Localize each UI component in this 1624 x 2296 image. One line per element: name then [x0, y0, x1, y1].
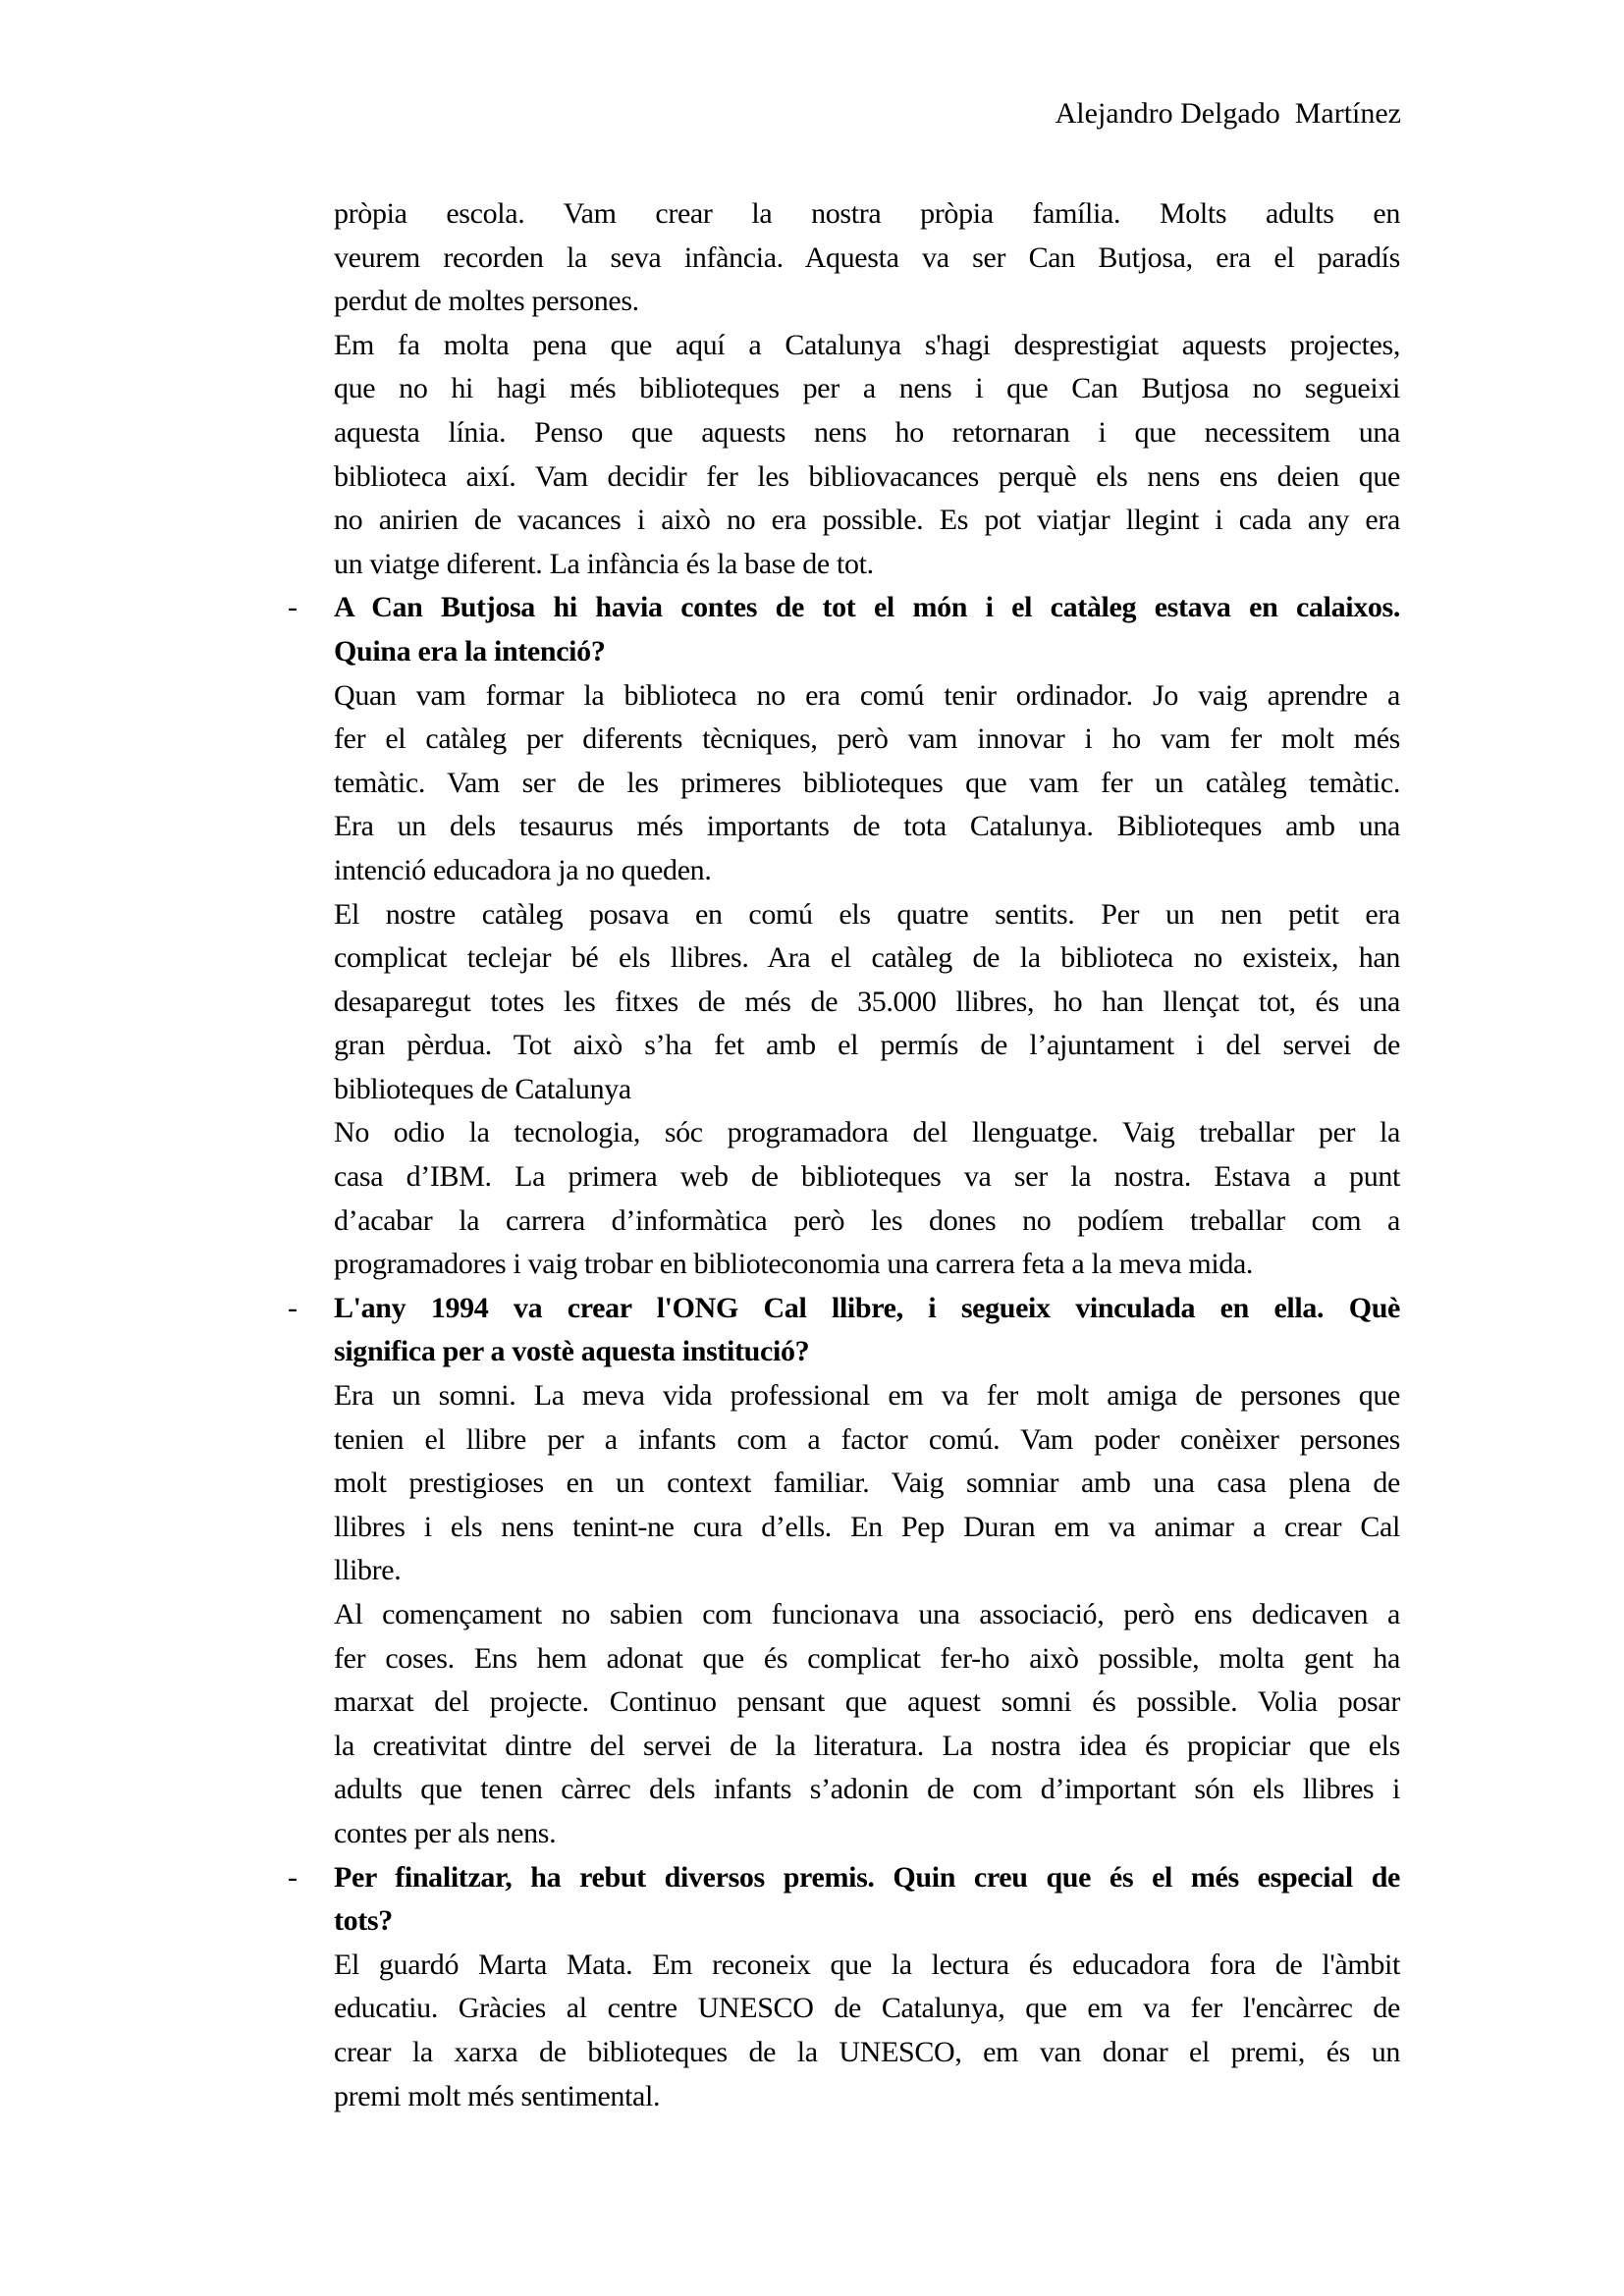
paragraph-line: aquesta línia. Penso que aquests nens ho retornaran i que necessitem una [334, 415, 1400, 449]
paragraph-line: desaparegut totes les fitxes de més de 35.000 llibres, ho han llençat tot, és una [334, 985, 1400, 1018]
paragraph-line: d’acabar la carrera d’informàtica però les dones no podíem treballar com a [334, 1203, 1400, 1237]
paragraph-line: educatiu. Gràcies al centre UNESCO de Catalunya, que em va fer l'encàrrec de [334, 1992, 1400, 2025]
paragraph-line: contes per als nens. [334, 1816, 557, 1849]
paragraph-line: fer coses. Ens hem adonat que és complicat fer-ho això possible, molta gent ha [334, 1641, 1400, 1675]
answer-paragraph [334, 1111, 1400, 1286]
paragraph-line: molt prestigioses en un context familiar. Vaig somniar amb una casa plena de [334, 1467, 1400, 1500]
document-body [288, 192, 1400, 2118]
answer-paragraph [334, 1374, 1400, 1593]
paragraph-line: tenien el llibre per a infants com a factor comú. Vam poder conèixer persones [334, 1422, 1400, 1456]
question-line: significa per a vostè aquesta institució? [334, 1335, 810, 1368]
paragraph-line: fer el catàleg per diferents tècniques, però vam innovar i ho vam fer molt més [334, 722, 1400, 756]
answer-paragraph [334, 192, 1400, 324]
paragraph-line: El nostre catàleg posava en comú els quatre sentits. Per un nen petit era [334, 897, 1400, 931]
paragraph-line: Era un dels tesaurus més importants de tota Catalunya. Biblioteques amb una [334, 810, 1400, 843]
paragraph-line: No odio la tecnologia, sóc programadora del llenguatge. Vaig treballar per la [334, 1116, 1400, 1149]
paragraph-line: marxat del projecte. Continuo pensant que aquest somni és possible. Volia posar [334, 1685, 1400, 1719]
paragraph-line: un viatge diferent. La infància és la base de tot. [334, 547, 874, 580]
paragraph-line: llibres i els nens tenint-ne cura d’ells. En Pep Duran em va animar a crear Cal [334, 1510, 1400, 1543]
list-dash-marker: - [288, 1291, 298, 1324]
paragraph-line: temàtic. Vam ser de les primeres biblioteques que vam fer un catàleg temàtic. [334, 766, 1400, 799]
list-dash-marker: - [288, 591, 298, 624]
question-line: A Can Butjosa hi havia contes de tot el món i el catàleg estava en calaixos. [334, 591, 1400, 624]
page-header-author: Alejandro Delgado Martínez [1055, 97, 1401, 130]
paragraph-line: complicat teclejar bé els llibres. Ara el catàleg de la biblioteca no existeix, han [334, 941, 1400, 975]
interview-question [288, 1287, 1400, 1374]
paragraph-line: biblioteca així. Vam decidir fer les bibliovacances perquè els nens ens deien que [334, 459, 1400, 493]
paragraph-line: crear la xarxa de biblioteques de la UNESCO, em van donar el premi, és un [334, 2035, 1400, 2068]
paragraph-line: programadores i vaig trobar en biblioteconomia una carrera feta a la meva mida. [334, 1248, 1254, 1281]
question-line: Per finalitzar, ha rebut diversos premis. Quin creu que és el més especial de [334, 1860, 1400, 1894]
paragraph-line: perdut de moltes persones. [334, 285, 639, 318]
paragraph-line: pròpia escola. Vam crear la nostra pròpia família. Molts adults en [334, 197, 1400, 230]
paragraph-line: Era un somni. La meva vida professional em va fer molt amiga de persones que [334, 1379, 1400, 1413]
answer-paragraph [334, 324, 1400, 587]
paragraph-line: no anirien de vacances i això no era possible. Es pot viatjar llegint i cada any era [334, 504, 1400, 537]
interview-question [288, 586, 1400, 673]
question-line: L'any 1994 va crear l'ONG Cal llibre, i segueix vinculada en ella. Què [334, 1291, 1400, 1324]
list-dash-marker: - [288, 1860, 298, 1894]
interview-question [288, 1856, 1400, 1944]
paragraph-line: premi molt més sentimental. [334, 2079, 661, 2112]
paragraph-line: casa d’IBM. La primera web de biblioteques va ser la nostra. Estava a punt [334, 1160, 1400, 1194]
paragraph-line: la creativitat dintre del servei de la literatura. La nostra idea és propiciar que els [334, 1729, 1400, 1762]
paragraph-line: Al començament no sabien com funcionava una associació, però ens dedicaven a [334, 1598, 1400, 1630]
paragraph-line: veurem recorden la seva infància. Aquesta va ser Can Butjosa, era el paradís [334, 240, 1400, 274]
answer-paragraph [334, 1593, 1400, 1856]
question-line: tots? [334, 1904, 393, 1938]
paragraph-line: Quan vam formar la biblioteca no era comú tenir ordinador. Jo vaig aprendre a [334, 678, 1400, 712]
paragraph-line: Em fa molta pena que aquí a Catalunya s'hagi desprestigiat aquests projectes, [334, 328, 1400, 361]
paragraph-line: adults que tenen càrrec dels infants s’adonin de com d’important són els llibres i [334, 1773, 1400, 1806]
paragraph-line: intenció educadora ja no queden. [334, 853, 712, 886]
paragraph-line: que no hi hagi més biblioteques per a nens i que Can Butjosa no segueixi [334, 372, 1400, 405]
answer-paragraph [334, 674, 1400, 893]
paragraph-line: biblioteques de Catalunya [334, 1072, 631, 1105]
paragraph-line: El guardó Marta Mata. Em reconeix que la lectura és educadora fora de l'àmbit [334, 1948, 1400, 1981]
paragraph-line: gran pèrdua. Tot això s’ha fet amb el permís de l’ajuntament i del servei de [334, 1029, 1400, 1062]
answer-paragraph [334, 1944, 1400, 2118]
answer-paragraph [334, 893, 1400, 1112]
paragraph-line: llibre. [334, 1554, 402, 1587]
question-line: Quina era la intenció? [334, 634, 606, 667]
